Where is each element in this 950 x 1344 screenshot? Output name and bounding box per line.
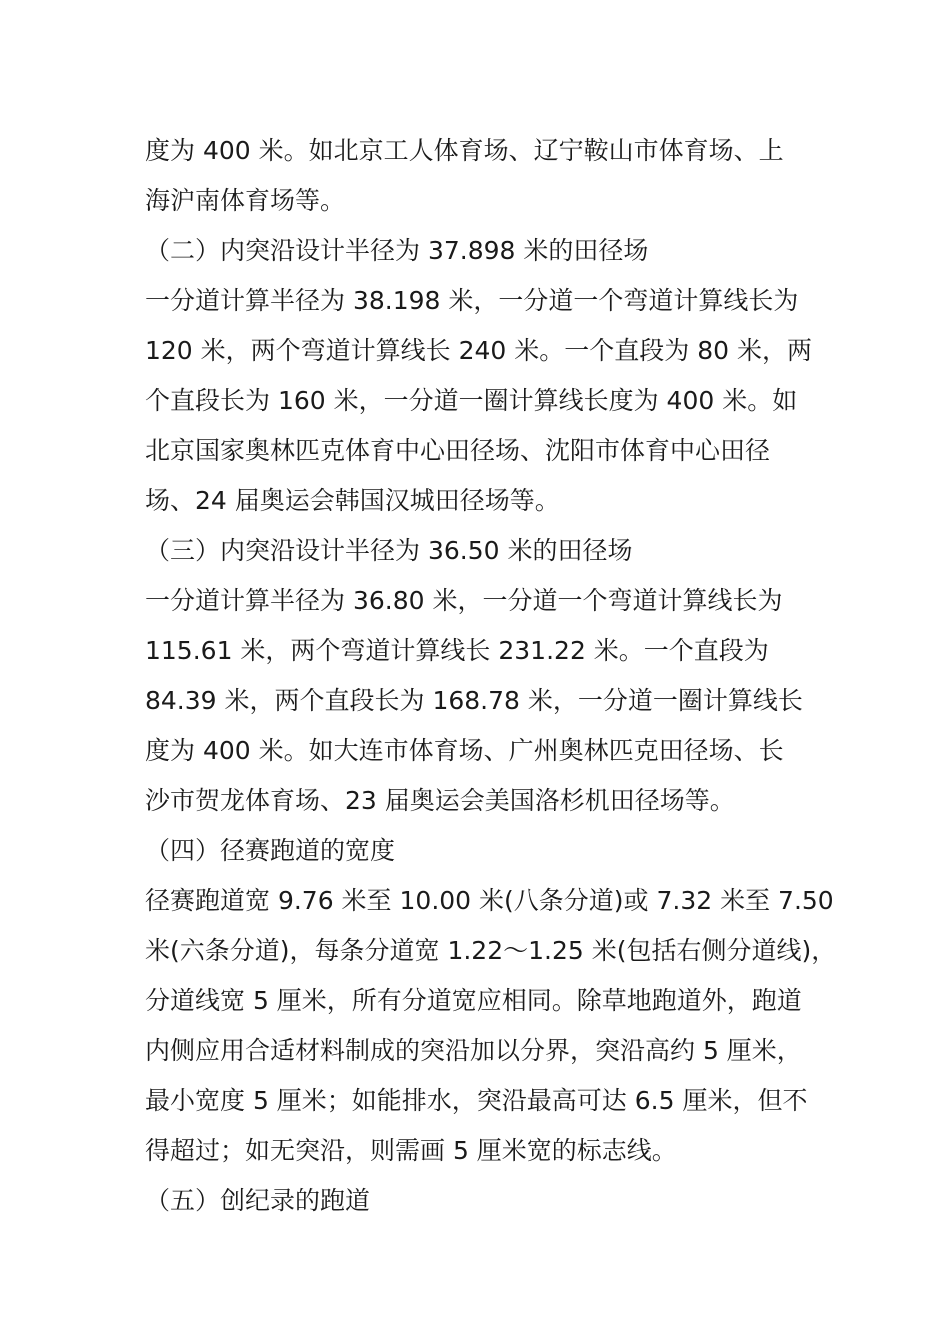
body-text-line: 120 米，两个弯道计算线长 240 米。一个直段为 80 米，两 [145, 336, 812, 365]
body-text-line: 度为 400 米。如大连市体育场、广州奥林匹克田径场、长 [145, 736, 784, 765]
body-text-line: 度为 400 米。如北京工人体育场、辽宁鞍山市体育场、上 [145, 136, 784, 165]
section-heading-3: （三）内突沿设计半径为 36.50 米的田径场 [145, 536, 633, 565]
body-text-line: 一分道计算半径为 38.198 米，一分道一个弯道计算线长为 [145, 286, 799, 315]
body-text-line: 115.61 米，两个弯道计算线长 231.22 米。一个直段为 [145, 636, 769, 665]
body-text-line: 84.39 米，两个直段长为 168.78 米，一分道一圈计算线长 [145, 686, 803, 715]
body-text-line: 个直段长为 160 米，一分道一圈计算线长度为 400 米。如 [145, 386, 798, 415]
body-text-line: 径赛跑道宽 9.76 米至 10.00 米(八条分道)或 7.32 米至 7.50 [145, 886, 834, 915]
section-heading-5: （五）创纪录的跑道 [145, 1186, 371, 1215]
body-text-line: 最小宽度 5 厘米；如能排水，突沿最高可达 6.5 厘米，但不 [145, 1086, 808, 1115]
body-text-line: 一分道计算半径为 36.80 米，一分道一个弯道计算线长为 [145, 586, 783, 615]
body-text-line: 北京国家奥林匹克体育中心田径场、沈阳市体育中心田径 [145, 436, 771, 465]
body-text-line: 内侧应用合适材料制成的突沿加以分界，突沿高约 5 厘米， [145, 1036, 802, 1065]
section-heading-2: （二）内突沿设计半径为 37.898 米的田径场 [145, 236, 649, 265]
section-heading-4: （四）径赛跑道的宽度 [145, 836, 396, 865]
document-body [145, 126, 837, 1226]
body-text-line: 米(六条分道)，每条分道宽 1.22～1.25 米(包括右侧分道线)， [145, 936, 837, 965]
body-text-line: 场、24 届奥运会韩国汉城田径场等。 [145, 486, 560, 515]
body-text-line: 得超过；如无突沿，则需画 5 厘米宽的标志线。 [145, 1136, 677, 1165]
body-text-line: 海沪南体育场等。 [145, 186, 346, 215]
body-text-line: 分道线宽 5 厘米，所有分道宽应相同。除草地跑道外，跑道 [145, 986, 802, 1015]
body-text-line: 沙市贺龙体育场、23 届奥运会美国洛杉机田径场等。 [145, 786, 735, 815]
